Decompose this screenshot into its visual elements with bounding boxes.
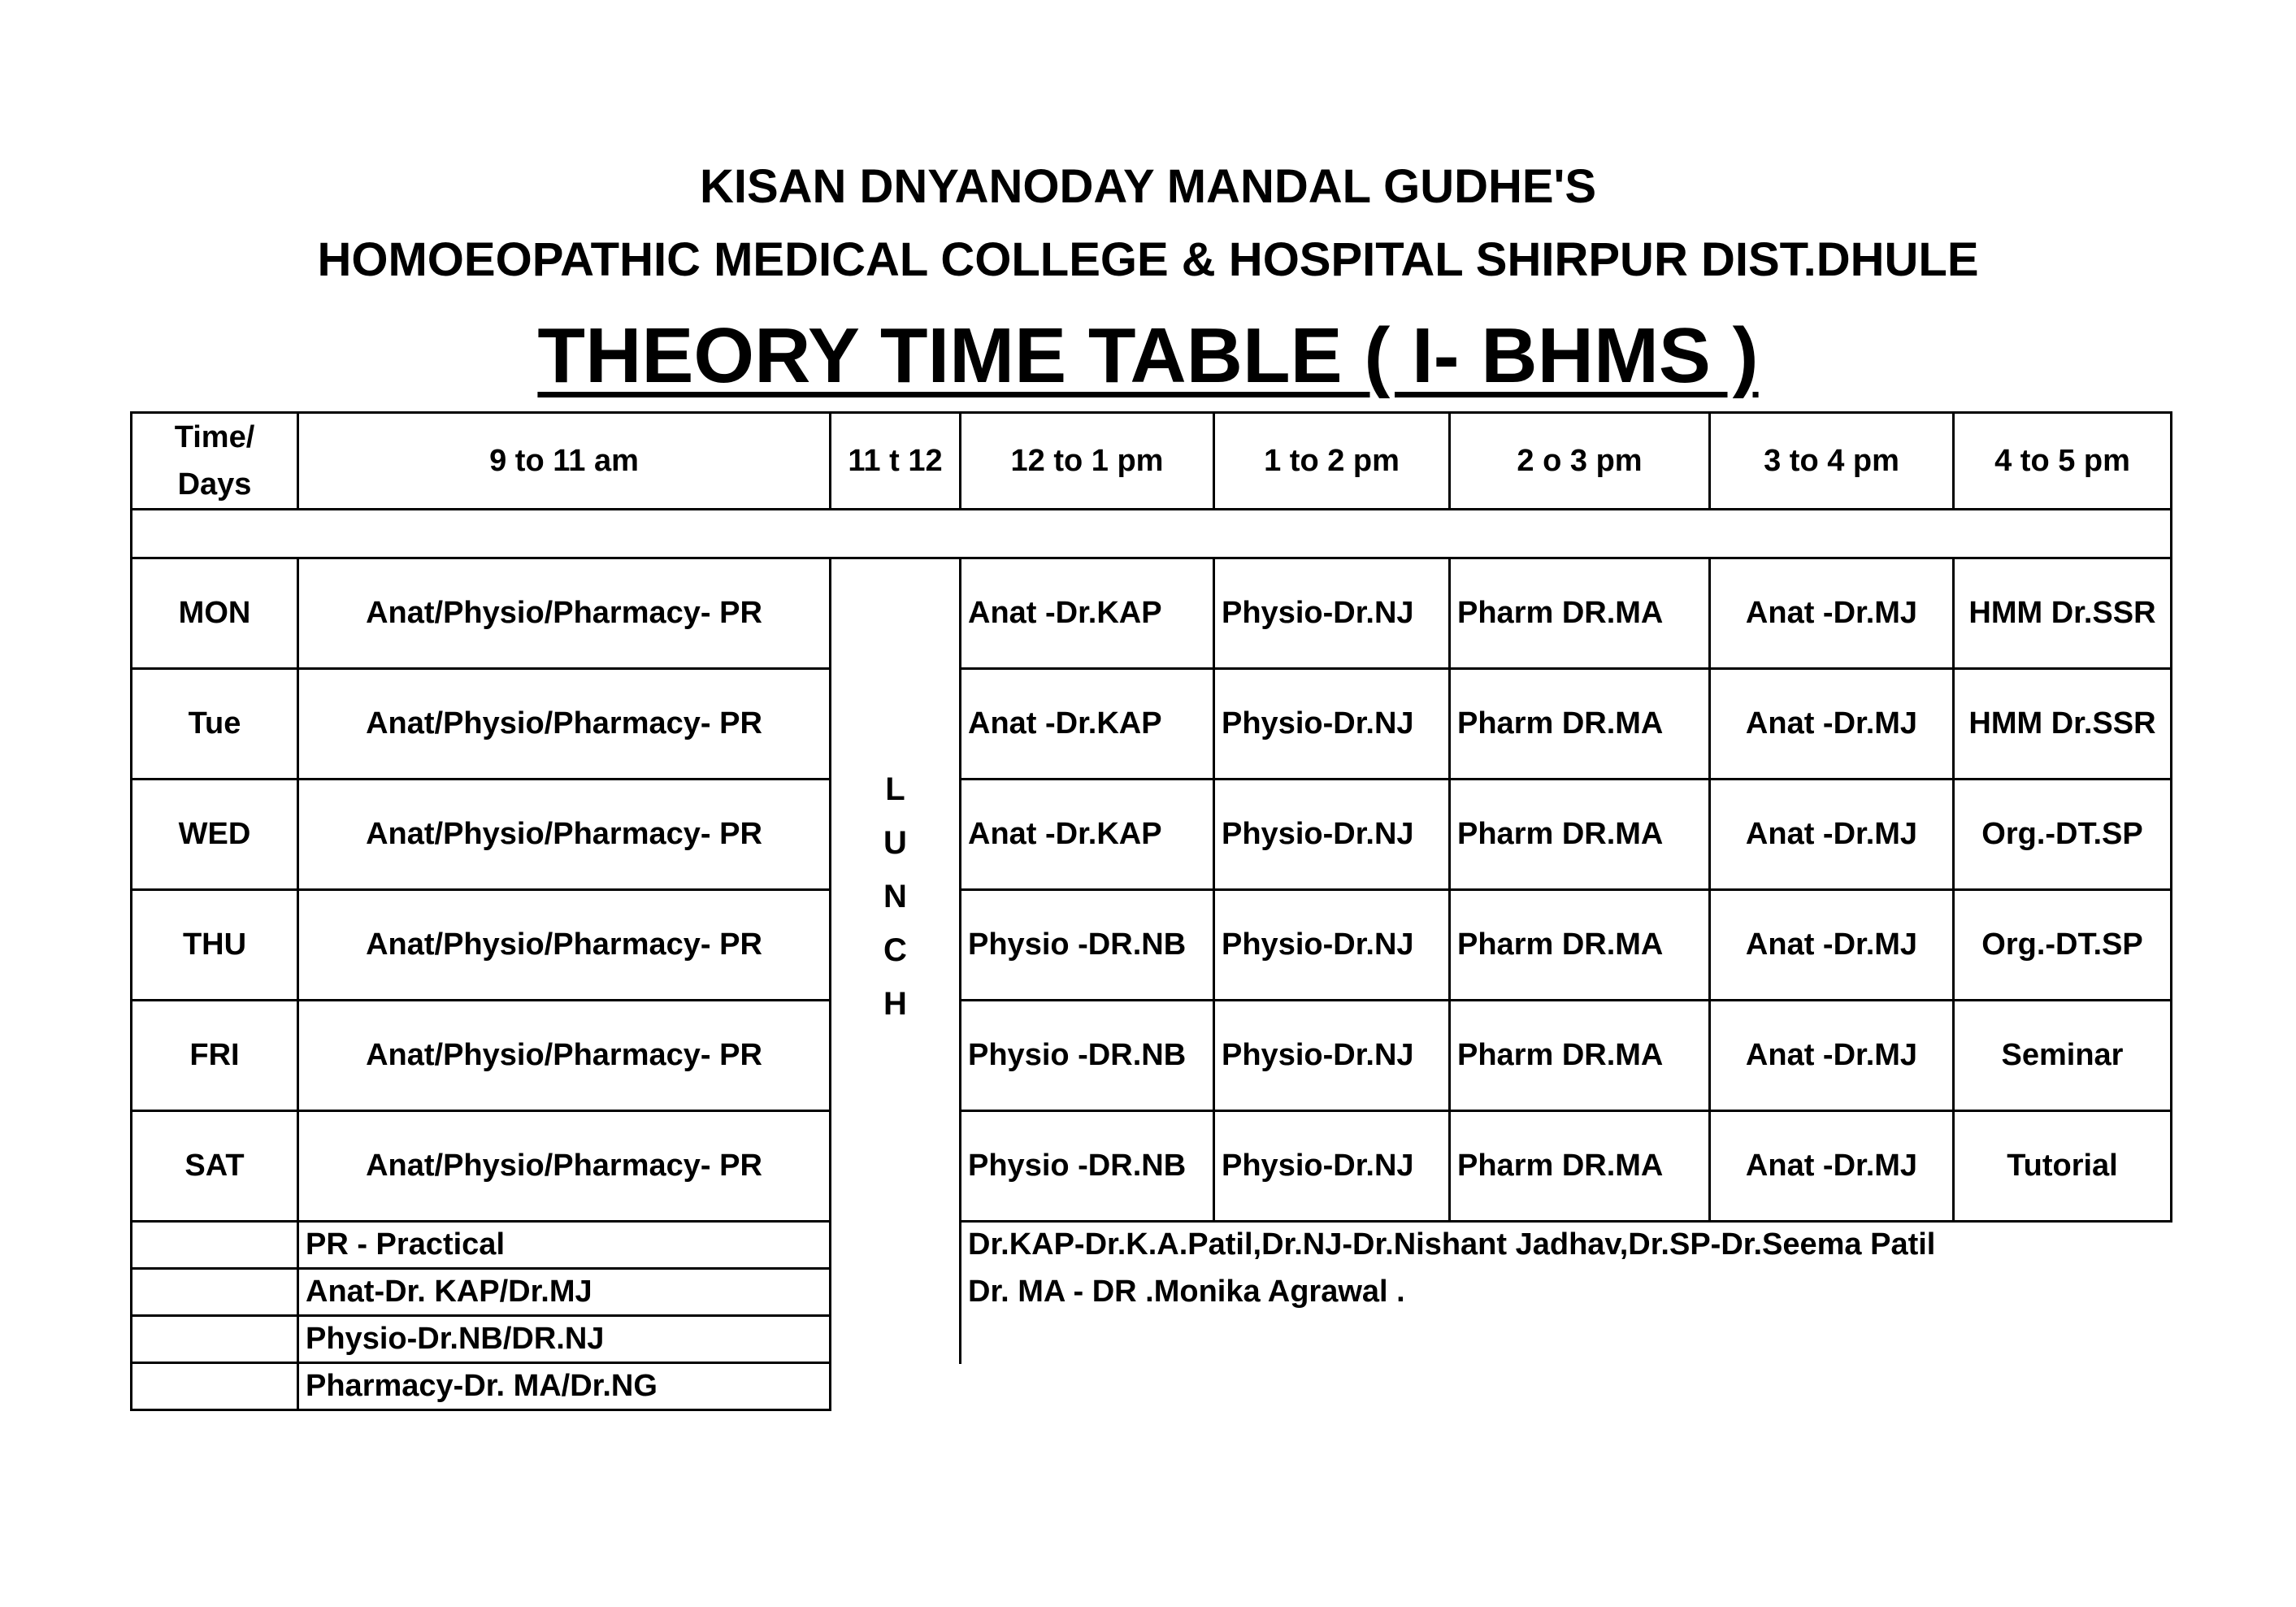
legend-row [132,1269,2172,1316]
slot-cell: Physio-Dr.NJ [1214,1001,1450,1111]
slot-cell: Pharm DR.MA [1450,558,1710,669]
slot-header-1: 9 to 11 am [298,413,831,510]
slot-cell: Anat -Dr.KAP [961,669,1214,780]
lunch-cell [831,558,961,1363]
day-cell: WED [132,780,298,890]
slot-header-4: 1 to 2 pm [1214,413,1450,510]
slot-cell: Physio -DR.NB [961,1001,1214,1111]
slot-header-5: 2 o 3 pm [1450,413,1710,510]
slot-cell: Physio -DR.NB [961,890,1214,1001]
abbreviation-note: Dr.KAP-Dr.K.A.Patil,Dr.NJ-Dr.Nishant Jadhav,Dr.SP-Dr.Seema Patil [961,1222,2172,1269]
legend-row [132,1222,2172,1269]
slot-cell: Physio-Dr.NJ [1214,558,1450,669]
legend-row [132,1316,2172,1363]
abbreviation-note: Dr. MA - DR .Monika Agrawal . [961,1269,2172,1316]
slot-cell: Anat -Dr.MJ [1710,890,1954,1001]
day-cell: MON [132,558,298,669]
slot-cell: Anat/Physio/Pharmacy- PR [298,558,831,669]
slot-cell: Anat -Dr.MJ [1710,558,1954,669]
spacer-row [132,510,2172,558]
slot-cell: Anat -Dr.KAP [961,558,1214,669]
slot-cell: HMM Dr.SSR [1954,558,2172,669]
college-name: HOMOEOPATHIC MEDICAL COLLEGE & HOSPITAL SHIRPUR DIST.DHULE [317,233,1979,286]
slot-cell: Pharm DR.MA [1450,1111,1710,1222]
slot-cell: Physio-Dr.NJ [1214,890,1450,1001]
legend-item: Anat-Dr. KAP/Dr.MJ [298,1269,831,1316]
slot-cell: Anat -Dr.MJ [1710,1001,1954,1111]
legend-row [132,1363,2172,1410]
slot-cell: Pharm DR.MA [1450,780,1710,890]
slot-cell: Org.-DT.SP [1954,780,2172,890]
slot-cell: Pharm DR.MA [1450,669,1710,780]
slot-cell: Anat -Dr.MJ [1710,1111,1954,1222]
legend-blank-cell [132,1363,298,1410]
slot-cell: Pharm DR.MA [1450,890,1710,1001]
legend-blank-cell [132,1222,298,1269]
header-row [132,413,2172,510]
slot-cell: Pharm DR.MA [1450,1001,1710,1111]
slot-cell: Anat -Dr.KAP [961,780,1214,890]
spacer-cell [132,510,2172,558]
legend-blank-cell [132,1316,298,1363]
day-cell: Tue [132,669,298,780]
timetable [130,411,2172,1411]
slot-cell: Physio-Dr.NJ [1214,780,1450,890]
lunch-letter: N [883,879,907,914]
slot-cell: HMM Dr.SSR [1954,669,2172,780]
table-row [132,558,2172,669]
lunch-letter: L [885,771,905,807]
table-row [132,669,2172,780]
table-row [132,1001,2172,1111]
slot-cell: Physio-Dr.NJ [1214,669,1450,780]
slot-cell: Org.-DT.SP [1954,890,2172,1001]
legend-item: PR - Practical [298,1222,831,1269]
slot-cell: Anat/Physio/Pharmacy- PR [298,1001,831,1111]
legend-item: Physio-Dr.NB/DR.NJ [298,1316,831,1363]
corner-cell [132,413,298,510]
legend-empty-cell [831,1363,1954,1410]
slot-cell: Anat/Physio/Pharmacy- PR [298,780,831,890]
day-cell: SAT [132,1111,298,1222]
day-cell: FRI [132,1001,298,1111]
corner-time-label: Time/ [174,420,255,454]
slot-header-3: 12 to 1 pm [961,413,1214,510]
legend-blank-cell [132,1269,298,1316]
slot-cell: Seminar [1954,1001,2172,1111]
legend-empty-cell [961,1316,2172,1363]
slot-cell: Anat/Physio/Pharmacy- PR [298,890,831,1001]
lunch-letter: H [883,986,907,1022]
slot-cell: Tutorial [1954,1111,2172,1222]
slot-cell: Anat/Physio/Pharmacy- PR [298,669,831,780]
slot-cell: Physio-Dr.NJ [1214,1111,1450,1222]
lunch-letter: U [883,825,907,861]
slot-cell: Anat -Dr.MJ [1710,669,1954,780]
lunch-label [883,559,907,1031]
slot-header-6: 3 to 4 pm [1710,413,1954,510]
table-row [132,780,2172,890]
corner-days-label: Days [177,467,252,502]
table-row [132,890,2172,1001]
slot-header-7: 4 to 5 pm [1954,413,2172,510]
table-row [132,1111,2172,1222]
institution-name: KISAN DNYANODAY MANDAL GUDHE'S [699,160,1597,213]
slot-cell: Anat/Physio/Pharmacy- PR [298,1111,831,1222]
lunch-letter: C [883,932,907,968]
slot-cell: Anat -Dr.MJ [1710,780,1954,890]
day-cell: THU [132,890,298,1001]
page-title: THEORY TIME TABLE ( I- BHMS ) [537,312,1759,399]
slot-cell: Physio -DR.NB [961,1111,1214,1222]
legend-item: Pharmacy-Dr. MA/Dr.NG [298,1363,831,1410]
slot-header-2: 11 t 12 [831,413,961,510]
